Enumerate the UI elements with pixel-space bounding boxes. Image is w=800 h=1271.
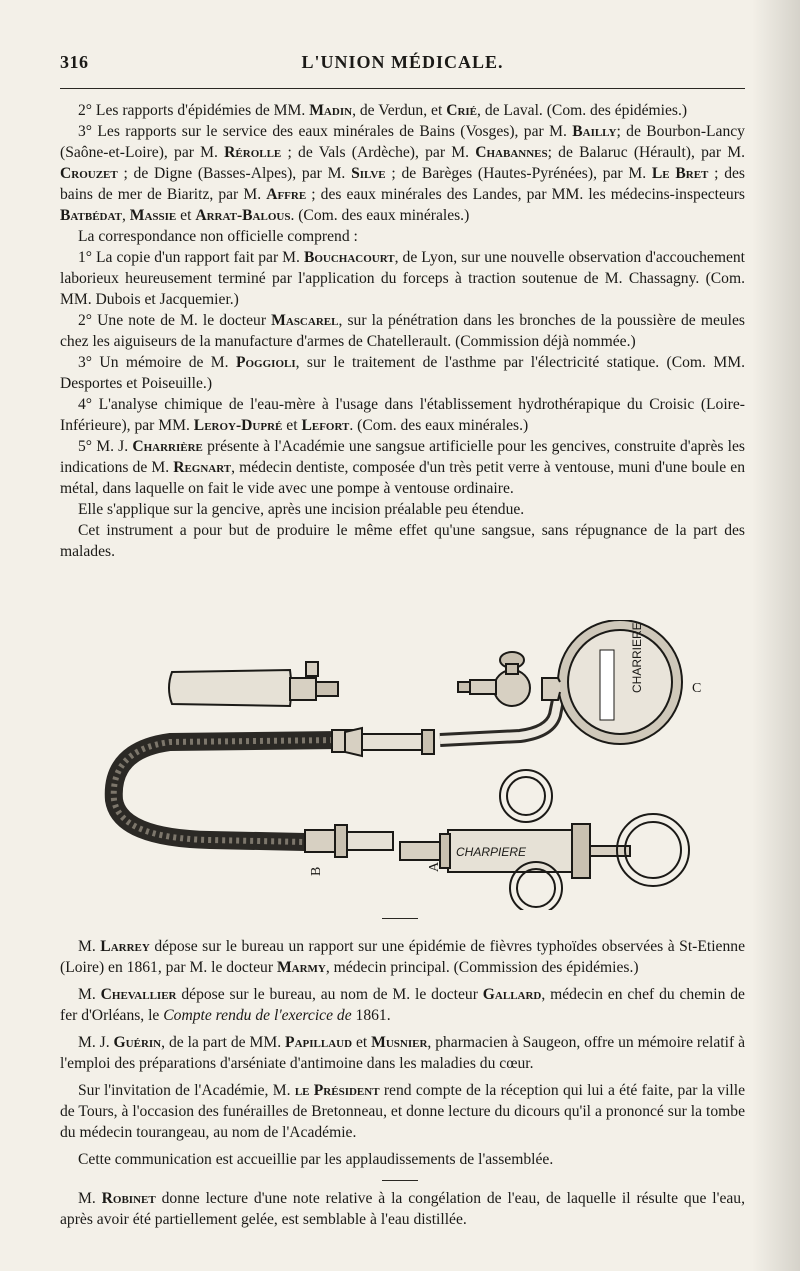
text-run: ; des eaux minérales des Landes, par MM. les médecins-inspecteurs xyxy=(306,186,745,203)
text-run: rend compte de la réception qui lui a été faite, par la ville de Tours, à l'occasion des funérailles de Bretonneau, et donne lecture du dicours qu'il a prononcé sur la tombe du médecin tourangeau, au nom de l'Académie. xyxy=(60,1082,746,1141)
text-run: M. xyxy=(78,1190,102,1207)
block1-paragraph xyxy=(60,499,745,520)
text-run: dépose sur le bureau un rapport sur une épidémie de fièvres typhoïdes observées à St-Etienne (Loire) en 1861, par M. le docteur xyxy=(60,938,745,976)
header-rule xyxy=(60,88,745,89)
text-run: Lefort xyxy=(301,417,350,434)
text-run: . (Com. des eaux minérales.) xyxy=(290,207,470,224)
text-run: et xyxy=(282,417,302,434)
text-run: Rérolle xyxy=(224,144,282,161)
text-run: et xyxy=(176,207,196,224)
text-run: Elle s'applique sur la gencive, après une incision préalable peu étendue. xyxy=(78,501,525,518)
block1-paragraph xyxy=(60,394,745,436)
text-run: Robinet xyxy=(101,1190,156,1207)
cup-piece xyxy=(345,728,434,756)
text-run: 2° Une note de M. le docteur xyxy=(78,312,272,329)
text-run: Bailly xyxy=(572,123,617,140)
block1-paragraph xyxy=(60,100,745,121)
text-run: Crouzet xyxy=(60,165,118,182)
text-run: ; de Barèges (Hautes-Pyrénées), par M. xyxy=(385,165,652,182)
text-run: ; des bains de mer de Biaritz, par M. xyxy=(60,165,745,203)
figure-artificial-leech xyxy=(100,620,720,910)
text-run: , de Lyon, sur une nouvelle observation d'accouchement laborieux heureusement terminé par l'application du forceps à traction soutenue de M. Chassagny. (Com. MM. Dubois et Jacquemier.) xyxy=(60,249,745,308)
running-title: L'UNION MÉDICALE. xyxy=(301,52,504,72)
text-run: Papillaud xyxy=(285,1034,353,1051)
engraved-label-syringe: CHARPIERE xyxy=(456,845,527,859)
text-run: Guérin xyxy=(113,1034,162,1051)
text-run: M. J. xyxy=(78,1034,114,1051)
text-run: Leroy-Dupré xyxy=(193,417,283,434)
block2-paragraph xyxy=(60,1032,745,1074)
text-run: et xyxy=(352,1034,372,1051)
block1-paragraph xyxy=(60,310,745,352)
text-run: Chabannes xyxy=(475,144,548,161)
rubber-hose xyxy=(114,740,340,842)
text-run: Compte rendu de l'exercice de xyxy=(163,1007,352,1024)
text-run: , sur la pénétration dans les bronches de la poussière de meules chez les aiguiseurs de la manufacture d'armes de Chatellerault. (Commission déjà nommée.) xyxy=(60,312,745,350)
text-block-correspondence xyxy=(60,100,745,562)
text-run: , sur le traitement de l'asthme par l'électricité statique. (Com. MM. Desportes et Poiseuille.) xyxy=(60,354,745,392)
section-separator-2 xyxy=(382,1180,418,1181)
section-separator xyxy=(382,918,418,919)
text-run: Regnart xyxy=(173,459,232,476)
text-run: ; de Vals (Ardèche), par M. xyxy=(281,144,476,161)
text-run: 2° Les rapports d'épidémies de MM. xyxy=(78,102,310,119)
text-run: , de Verdun, et xyxy=(352,102,447,119)
text-run: Madin xyxy=(309,102,353,119)
syringe xyxy=(400,770,689,910)
text-run: 3° Un mémoire de M. xyxy=(78,354,236,371)
text-block-depositions xyxy=(60,936,745,1170)
page-header xyxy=(60,52,745,78)
text-run: Gallard xyxy=(482,986,542,1003)
text-run: M. xyxy=(78,986,101,1003)
block1-paragraph xyxy=(60,121,745,226)
block2-paragraph xyxy=(60,1149,745,1170)
text-run: Bouchacourt xyxy=(303,249,395,266)
text-block-robinet xyxy=(60,1188,745,1230)
glass-tube-piece xyxy=(169,662,338,706)
figure-letter-a: A xyxy=(427,861,442,872)
text-run: Larrey xyxy=(100,938,150,955)
block1-paragraph xyxy=(60,247,745,310)
block2-paragraph xyxy=(60,1080,745,1143)
text-run: Massie xyxy=(129,207,177,224)
text-run: Arrat-Balous xyxy=(195,207,291,224)
block1-paragraph xyxy=(60,436,745,499)
text-run: , médecin dentiste, composée d'un très petit verre à ventouse, muni d'une boule en métal, dans laquelle on fait le vide avec une pompe à ventouse ordinaire. xyxy=(60,459,745,497)
text-run: Poggioli xyxy=(235,354,296,371)
text-run: 5° M. J. xyxy=(78,438,133,455)
text-run: M. xyxy=(78,938,101,955)
block2-paragraph xyxy=(60,984,745,1026)
text-run: , de Laval. (Com. des épidémies.) xyxy=(477,102,688,119)
text-run: Silve xyxy=(351,165,386,182)
text-run: 1° La copie d'un rapport fait par M. xyxy=(78,249,304,266)
text-run: présente à l'Académie une sangsue artificielle pour les gencives, construite d'après les indications de M. xyxy=(60,438,745,476)
block1-paragraph xyxy=(60,520,745,562)
text-run: 1861. xyxy=(351,1007,391,1024)
text-run: ; de Bourbon-Lancy (Saône-et-Loire), par M. xyxy=(60,123,745,161)
text-run: ; de Balaruc (Hérault), par M. xyxy=(547,144,746,161)
block1-paragraph xyxy=(60,352,745,394)
text-run: Crié xyxy=(446,102,478,119)
text-run: , xyxy=(121,207,130,224)
block3-paragraph xyxy=(60,1188,745,1230)
text-run: ; de Digne (Basses-Alpes), par M. xyxy=(117,165,352,182)
page-number: 316 xyxy=(60,52,89,72)
text-run: , pharmacien à Saugeon, offre un mémoire relatif à l'emploi des préparations d'arséniate d'antimoine dans les maladies du cœur. xyxy=(60,1034,745,1072)
text-run: Le Bret xyxy=(651,165,709,182)
text-run: Musnier xyxy=(371,1034,428,1051)
text-run: Chevallier xyxy=(100,986,177,1003)
text-run: Affre xyxy=(266,186,307,203)
text-run: La correspondance non officielle comprend : xyxy=(78,228,358,245)
text-run: dépose sur le bureau, au nom de M. le docteur xyxy=(176,986,483,1003)
figure-letter-b: B xyxy=(309,866,324,876)
text-run: 3° Les rapports sur le service des eaux minérales de Bains (Vosges), par M. xyxy=(78,123,573,140)
text-run: Marmy xyxy=(276,959,326,976)
text-run: , médecin en chef du chemin de fer d'Orléans, le xyxy=(60,986,745,1024)
text-run: , de la part de MM. xyxy=(161,1034,286,1051)
block1-paragraph xyxy=(60,226,745,247)
text-run: Charrière xyxy=(132,438,203,455)
text-run: Sur l'invitation de l'Académie, M. xyxy=(78,1082,295,1099)
text-run: Cet instrument a pour but de produire le même effet qu'une sangsue, sans répugnance de la part des malades. xyxy=(60,522,745,560)
text-run: 4° L'analyse chimique de l'eau-mère à l'usage dans l'établissement hydrothérapique du Croisic (Loire-Inférieure), par MM. xyxy=(60,396,745,434)
metal-ball xyxy=(458,620,682,744)
text-run: , médecin principal. (Commission des épidémies.) xyxy=(325,959,639,976)
text-run: donne lecture d'une note relative à la congélation de l'eau, de laquelle il résulte que l'eau, après avoir été partiellement gelée, est semblable à l'eau distillée. xyxy=(60,1190,745,1228)
nozzle-piece-b xyxy=(305,825,393,857)
text-run: Cette communication est accueillie par les applaudissements de l'assemblée. xyxy=(78,1151,554,1168)
page-gutter-shadow xyxy=(752,0,800,1271)
block2-paragraph xyxy=(60,936,745,978)
text-run: . (Com. des eaux minérales.) xyxy=(349,417,529,434)
text-run: le Président xyxy=(294,1082,380,1099)
figure-letter-c: C xyxy=(692,681,702,696)
text-run: Batbédat xyxy=(60,207,122,224)
engraved-label-ball: CHARRIERE xyxy=(630,622,644,693)
text-run: Mascarel xyxy=(271,312,339,329)
